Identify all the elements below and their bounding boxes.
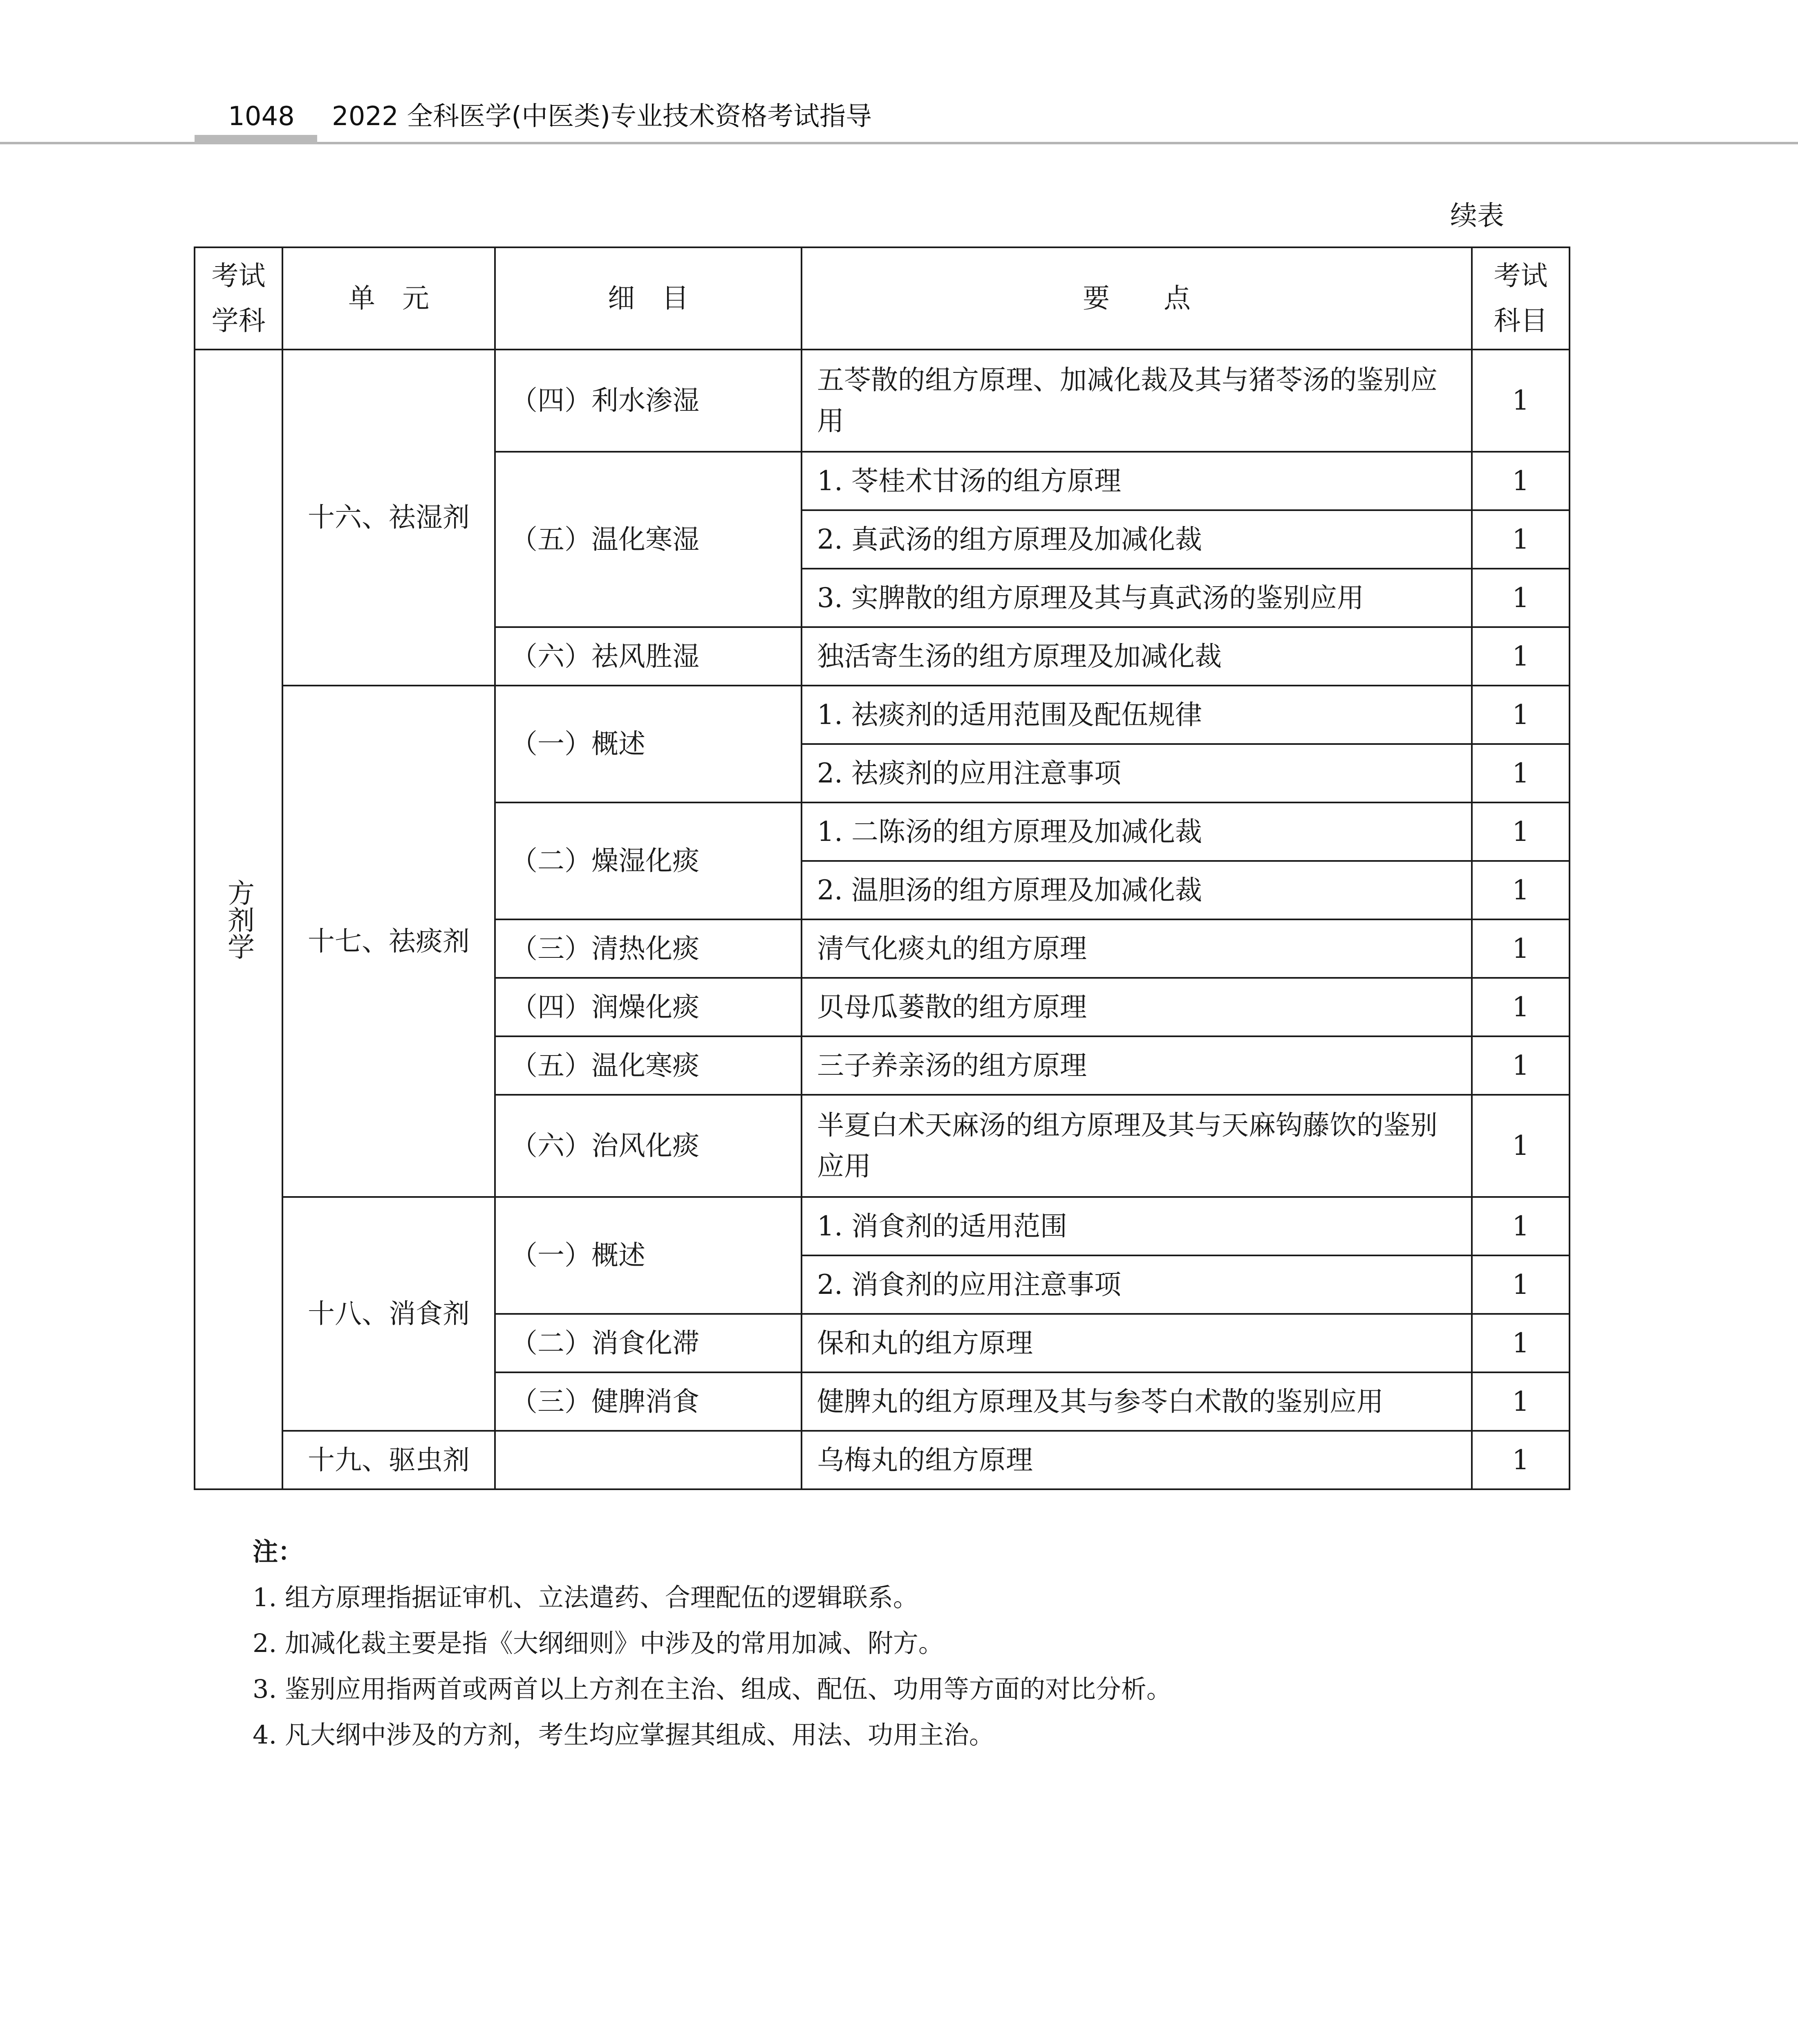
detail-cell: （二）燥湿化痰 <box>495 802 802 919</box>
header-key-points: 要 点 <box>802 247 1472 350</box>
key-point-cell: 五苓散的组方原理、加减化裁及其与猪苓汤的鉴别应用 <box>802 350 1472 452</box>
header-exam-level: 考试科目 <box>1472 247 1570 350</box>
exam-level-cell: 1 <box>1472 1431 1570 1489</box>
key-point-cell: 乌梅丸的组方原理 <box>802 1431 1472 1489</box>
detail-cell: （四）润燥化痰 <box>495 978 802 1036</box>
table-row <box>195 686 1570 744</box>
key-point-cell: 1. 苓桂术甘汤的组方原理 <box>802 452 1472 510</box>
detail-cell: （三）健脾消食 <box>495 1372 802 1431</box>
table-row <box>195 350 1570 452</box>
key-point-cell: 保和丸的组方原理 <box>802 1314 1472 1372</box>
detail-cell: （五）温化寒湿 <box>495 452 802 627</box>
key-point-cell: 2. 消食剂的应用注意事项 <box>802 1255 1472 1314</box>
detail-cell: （六）祛风胜湿 <box>495 627 802 686</box>
header-exam-subject: 考试学科 <box>195 247 282 350</box>
note-item: 2. 加减化裁主要是指《大纲细则》中涉及的常用加减、附方。 <box>253 1628 944 1658</box>
subject-label: 方剂学 <box>223 879 255 960</box>
exam-level-cell: 1 <box>1472 686 1570 744</box>
exam-level-cell: 1 <box>1472 978 1570 1036</box>
note-item: 4. 凡大纲中涉及的方剂，考生均应掌握其组成、用法、功用主治。 <box>253 1720 994 1750</box>
detail-cell: （三）清热化痰 <box>495 919 802 978</box>
exam-level-cell: 1 <box>1472 1036 1570 1095</box>
exam-level-cell: 1 <box>1472 627 1570 686</box>
key-point-cell: 3. 实脾散的组方原理及其与真武汤的鉴别应用 <box>802 569 1472 627</box>
exam-level-cell: 1 <box>1472 1314 1570 1372</box>
running-header-title: 2022 全科医学(中医类)专业技术资格考试指导 <box>332 101 872 132</box>
table-header-row <box>195 247 1570 350</box>
key-point-cell: 1. 二陈汤的组方原理及加减化裁 <box>802 802 1472 861</box>
key-point-cell: 三子养亲汤的组方原理 <box>802 1036 1472 1095</box>
header-unit: 单 元 <box>282 247 495 350</box>
key-point-cell: 清气化痰丸的组方原理 <box>802 919 1472 978</box>
exam-level-cell: 1 <box>1472 1255 1570 1314</box>
note-item: 1. 组方原理指据证审机、立法遣药、合理配伍的逻辑联系。 <box>253 1582 918 1612</box>
key-point-cell: 1. 消食剂的适用范围 <box>802 1197 1472 1255</box>
key-point-cell: 2. 祛痰剂的应用注意事项 <box>802 744 1472 802</box>
notes-section <box>253 1529 1172 1758</box>
note-item: 3. 鉴别应用指两首或两首以上方剂在主治、组成、配伍、功用等方面的对比分析。 <box>253 1674 1172 1704</box>
exam-level-cell: 1 <box>1472 569 1570 627</box>
exam-level-cell: 1 <box>1472 919 1570 978</box>
unit-cell: 十八、消食剂 <box>282 1197 495 1431</box>
detail-cell: （五）温化寒痰 <box>495 1036 802 1095</box>
detail-cell: （二）消食化滞 <box>495 1314 802 1372</box>
unit-cell: 十七、祛痰剂 <box>282 686 495 1197</box>
exam-level-cell: 1 <box>1472 350 1570 452</box>
table-row <box>195 1431 1570 1489</box>
exam-level-cell: 1 <box>1472 452 1570 510</box>
table-body <box>195 350 1570 1489</box>
page-number: 1048 <box>228 101 295 132</box>
key-point-cell: 2. 真武汤的组方原理及加减化裁 <box>802 510 1472 569</box>
detail-cell: （六）治风化痰 <box>495 1095 802 1197</box>
header-divider-accent <box>195 135 317 144</box>
key-point-cell: 2. 温胆汤的组方原理及加减化裁 <box>802 861 1472 919</box>
detail-cell: （四）利水渗湿 <box>495 350 802 452</box>
exam-level-cell: 1 <box>1472 744 1570 802</box>
detail-cell: （一）概述 <box>495 1197 802 1314</box>
exam-level-cell: 1 <box>1472 861 1570 919</box>
header-detail: 细 目 <box>495 247 802 350</box>
detail-cell: （一）概述 <box>495 686 802 802</box>
subject-cell <box>195 350 282 1489</box>
key-point-cell: 半夏白术天麻汤的组方原理及其与天麻钩藤饮的鉴别应用 <box>802 1095 1472 1197</box>
unit-cell: 十六、祛湿剂 <box>282 350 495 686</box>
detail-cell <box>495 1431 802 1489</box>
unit-cell: 十九、驱虫剂 <box>282 1431 495 1489</box>
continuation-label: 续表 <box>1450 200 1504 231</box>
key-point-cell: 健脾丸的组方原理及其与参苓白术散的鉴别应用 <box>802 1372 1472 1431</box>
key-point-cell: 1. 祛痰剂的适用范围及配伍规律 <box>802 686 1472 744</box>
key-point-cell: 独活寄生汤的组方原理及加减化裁 <box>802 627 1472 686</box>
table-row <box>195 1197 1570 1255</box>
exam-level-cell: 1 <box>1472 1197 1570 1255</box>
exam-level-cell: 1 <box>1472 802 1570 861</box>
syllabus-table <box>194 247 1570 1490</box>
exam-level-cell: 1 <box>1472 1095 1570 1197</box>
key-point-cell: 贝母瓜蒌散的组方原理 <box>802 978 1472 1036</box>
notes-heading: 注： <box>253 1537 304 1567</box>
exam-level-cell: 1 <box>1472 510 1570 569</box>
exam-level-cell: 1 <box>1472 1372 1570 1431</box>
